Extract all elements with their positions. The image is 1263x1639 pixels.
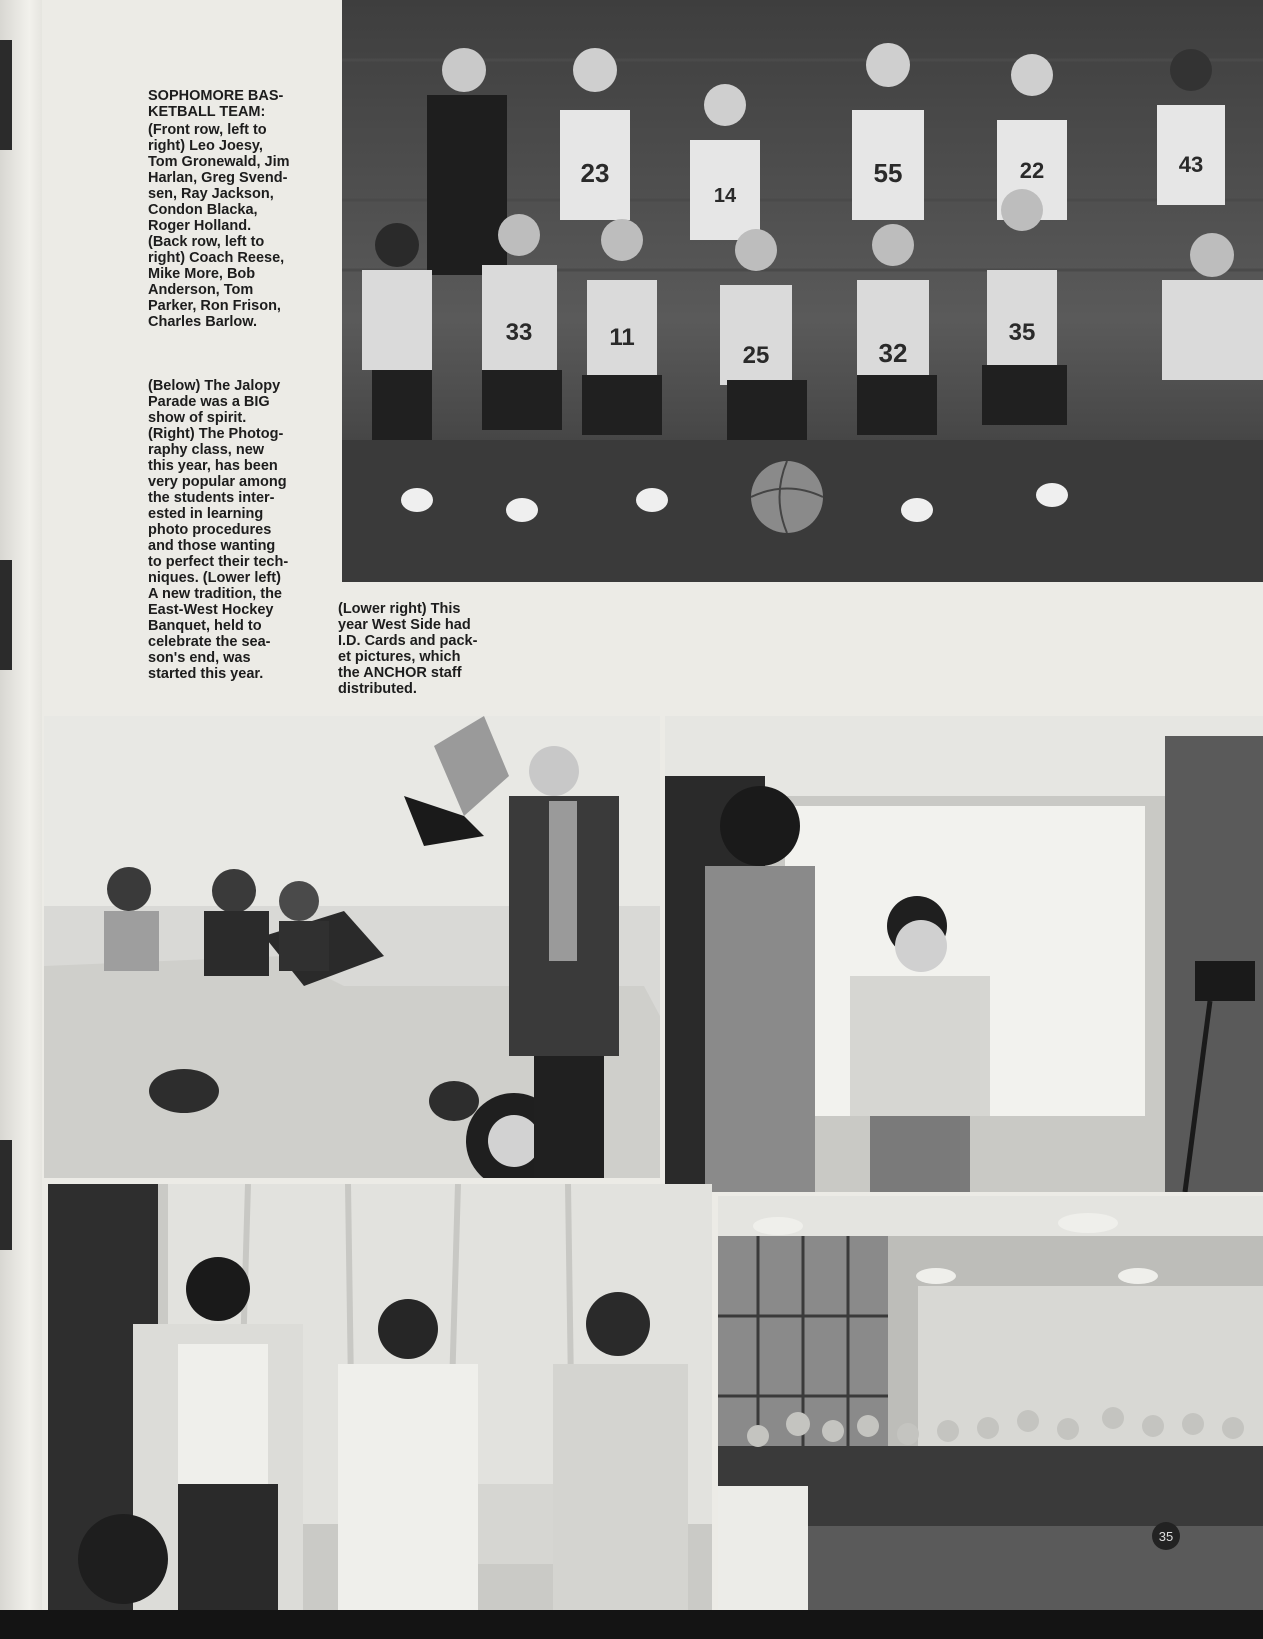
jersey-number: 33 xyxy=(505,319,533,346)
number-badge-label: 35 xyxy=(1158,1529,1174,1544)
jersey-number: 14 xyxy=(713,185,737,207)
jersey-number: 22 xyxy=(1019,158,1045,183)
page-bottom-edge xyxy=(0,1610,1263,1639)
photography-class-photo xyxy=(665,716,1263,1192)
jersey-number: 32 xyxy=(878,338,908,368)
hockey-banquet-photo xyxy=(48,1184,712,1610)
team-caption-body: (Front row, left to right) Leo Joesy, Tom Gronewald, Jim Harlan, Greg Svend- sen, Ray Jackson, Condon Blacka, Roger Holland. (Back row, left to right) Coach Reese, Mike More, Bob Anderson, Tom Parker, Ron Frison, Charles Barlow. xyxy=(148,122,290,330)
lower-right-caption: (Lower right) This year West Side had I.D. Cards and pack- et pictures, which the ANCHOR staff distributed. xyxy=(338,601,478,697)
jalopy-parade-photo xyxy=(44,716,660,1178)
jersey-number: 55 xyxy=(873,158,903,188)
basketball xyxy=(751,461,823,533)
binding-hole xyxy=(0,40,12,150)
team-caption-heading: SOPHOMORE BAS- KETBALL TEAM: xyxy=(148,88,284,120)
jersey-number: 43 xyxy=(1178,152,1204,177)
jersey-number: 35 xyxy=(1008,319,1036,346)
basketball-team-photo xyxy=(342,0,1263,582)
jersey-number: 11 xyxy=(609,324,635,351)
binding-hole xyxy=(0,1140,12,1250)
jersey-number: 23 xyxy=(580,158,610,188)
id-cards-cafeteria-photo xyxy=(718,1196,1263,1610)
jersey-number: 25 xyxy=(742,342,770,369)
photos-caption: (Below) The Jalopy Parade was a BIG show of spirit. (Right) The Photog- raphy class, new this year, has been very popular among the students inter- ested in learning photo procedures and those wanting to perfect their tech- niques. (Lower left) A new tradition, the East-West Hockey Banquet, held to celebrate the sea- son's end, was started this year. xyxy=(148,378,289,682)
binding-hole xyxy=(0,560,12,670)
page-binding xyxy=(0,0,42,1610)
